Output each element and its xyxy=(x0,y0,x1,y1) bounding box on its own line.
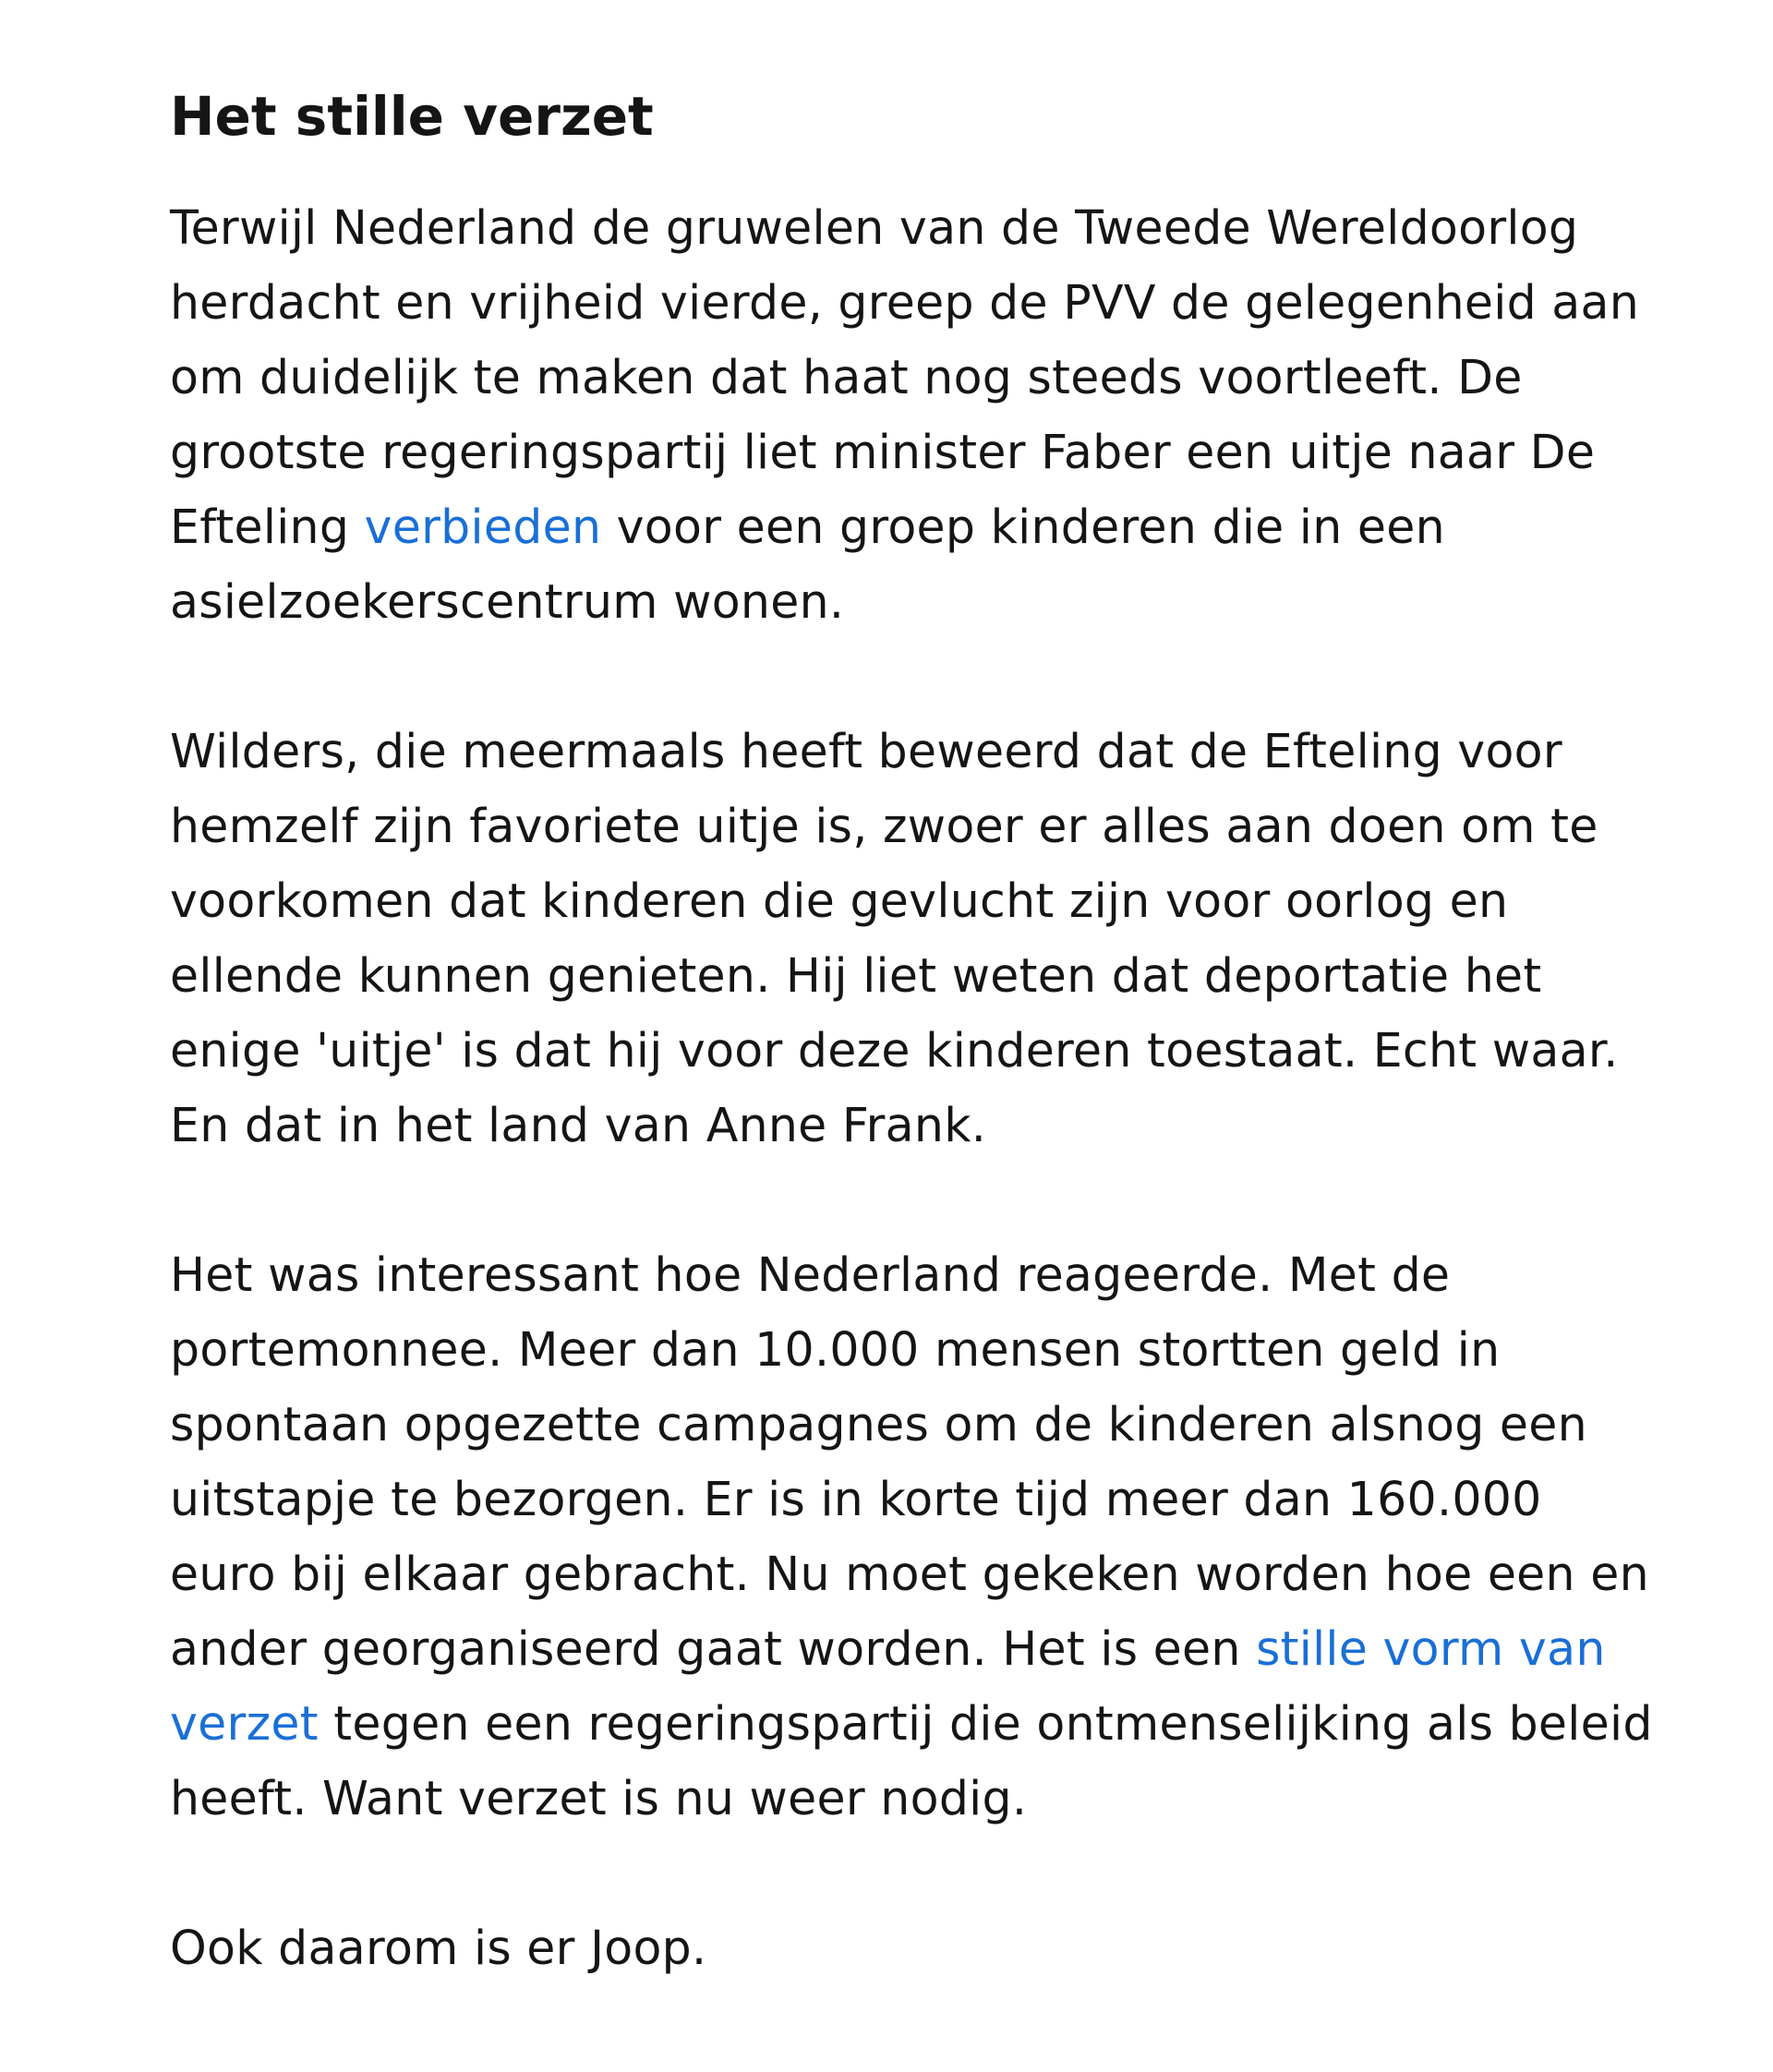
link-stille-vorm-van-verzet[interactable]: stille vorm van verzet xyxy=(170,1621,1606,1751)
paragraph-4: Ook daarom is er Joop. xyxy=(170,1921,707,1975)
article xyxy=(170,79,1662,1985)
paragraph-2: Wilders, die meermaals heeft beweerd dat de Efteling voor hemzelf zijn favoriete uitje is, zwoer er alles aan doen om te voorkomen dat kinderen die gevlucht zijn voor oorlog en ellende kunnen genieten. Hij liet weten dat deportatie het enige 'uitje' is dat hij voor deze kinderen toestaat. Echt waar. En dat in het land van Anne Frank. xyxy=(170,724,1619,1152)
paragraph-3-text-after: tegen een regeringspartij die ontmenselijking als beleid heeft. Want verzet is nu weer nodig. xyxy=(170,1696,1653,1825)
paragraph-1 xyxy=(170,190,1662,639)
paragraph-1-text-after: voor een groep kinderen die in een asielzoekerscentrum wonen. xyxy=(170,500,1445,629)
paragraph-3 xyxy=(170,1237,1662,1836)
paragraph-3-text-before: Het was interessant hoe Nederland reageerde. Met de portemonnee. Meer dan 10.000 mensen stortten geld in spontaan opgezette campagnes om de kinderen alsnog een uitstapje te bezorgen. Er is in korte tijd meer dan 160.000 euro bij elkaar gebracht. Nu moet gekeken worden hoe een en ander georganiseerd gaat worden. Het is een xyxy=(170,1247,1649,1676)
paragraph-1-text-before: Terwijl Nederland de gruwelen van de Tweede Wereldoorlog herdacht en vrijheid vierde, greep de PVV de gelegenheid aan om duidelijk te maken dat haat nog steeds voortleeft. De grootste regeringspartij liet minister Faber een uitje naar De Efteling xyxy=(170,200,1640,554)
link-verbieden[interactable]: verbieden xyxy=(364,500,602,554)
article-title: Het stille verzet xyxy=(170,85,654,148)
